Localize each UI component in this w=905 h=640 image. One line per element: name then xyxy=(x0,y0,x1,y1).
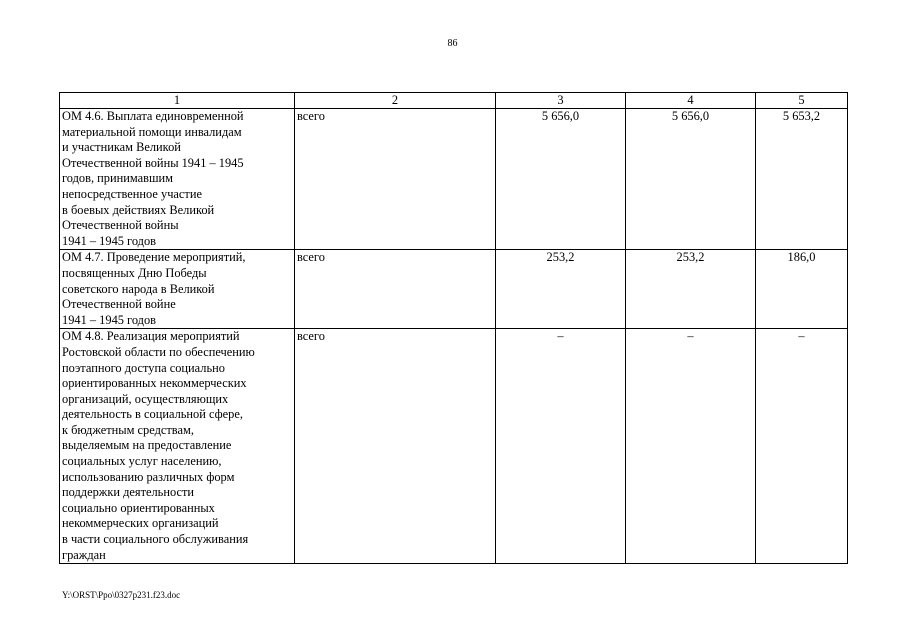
table-row xyxy=(60,109,848,250)
column-header-1: 1 xyxy=(60,93,295,109)
measure-name-cell xyxy=(60,250,295,329)
measure-name-line: 1941 – 1945 годов xyxy=(62,312,157,327)
measure-name-line: граждан xyxy=(62,547,106,562)
report-table xyxy=(59,92,848,564)
measure-name-line: Отечественной войны xyxy=(62,218,179,233)
table-row xyxy=(60,329,848,564)
value-cell-col3: 5 656,0 xyxy=(496,109,626,250)
value-cell-col4: 5 656,0 xyxy=(626,109,756,250)
file-path-footer: Y:\ORST\Ppo\0327p231.f23.doc xyxy=(62,590,181,600)
column-header-2: 2 xyxy=(295,93,496,109)
measure-name-line: материальной помощи инвалидам xyxy=(62,124,242,139)
column-header-4: 4 xyxy=(626,93,756,109)
measure-name-line: в боевых действиях Великой xyxy=(62,202,215,217)
funding-type-cell: всего xyxy=(295,109,496,250)
value-cell-col5: 5 653,2 xyxy=(756,109,848,250)
column-header-5: 5 xyxy=(756,93,848,109)
measure-name-line: Ростовской области по обеспечению xyxy=(62,344,255,359)
measure-name-line: выделяемым на предоставление xyxy=(62,438,232,453)
measure-name-line: в части социального обслуживания xyxy=(62,532,249,547)
measure-name-line: ориентированных некоммерческих xyxy=(62,376,247,391)
measure-name-line: советского народа в Великой xyxy=(62,281,215,296)
measure-name-line: социальных услуг населению, xyxy=(62,454,222,469)
table-header-row xyxy=(60,93,848,109)
funding-type-cell: всего xyxy=(295,250,496,329)
measure-name-line: поэтапного доступа социально xyxy=(62,360,225,375)
measure-name-line: поддержки деятельности xyxy=(62,485,195,500)
measure-name-line: некоммерческих организаций xyxy=(62,516,219,531)
value-cell-col5: – xyxy=(756,329,848,564)
measure-name-line: социально ориентированных xyxy=(62,500,215,515)
value-cell-col5: 186,0 xyxy=(756,250,848,329)
value-cell-col3: 253,2 xyxy=(496,250,626,329)
funding-type-cell: всего xyxy=(295,329,496,564)
value-cell-col4: – xyxy=(626,329,756,564)
page-number: 86 xyxy=(447,38,458,49)
measure-name-line: деятельность в социальной сфере, xyxy=(62,407,243,422)
measure-name-cell xyxy=(60,329,295,564)
measure-name-line: 1941 – 1945 годов xyxy=(62,233,157,248)
measure-name-line: Отечественной войны 1941 – 1945 xyxy=(62,155,244,170)
measure-name-line: Отечественной войне xyxy=(62,297,176,312)
measure-name-line: годов, принимавшим xyxy=(62,171,173,186)
measure-name-line: организаций, осуществляющих xyxy=(62,391,229,406)
measure-name-line: посвященных Дню Победы xyxy=(62,265,207,280)
measure-name-line: ОМ 4.7. Проведение мероприятий, xyxy=(62,250,246,265)
measure-name-line: и участникам Великой xyxy=(62,140,181,155)
measure-name-line: непосредственное участие xyxy=(62,186,202,201)
measure-name-line: к бюджетным средствам, xyxy=(62,422,194,437)
value-cell-col3: – xyxy=(496,329,626,564)
measure-name-cell xyxy=(60,109,295,250)
measure-name-line: ОМ 4.6. Выплата единовременной xyxy=(62,109,244,123)
measure-name-line: использованию различных форм xyxy=(62,469,235,484)
table-row xyxy=(60,250,848,329)
value-cell-col4: 253,2 xyxy=(626,250,756,329)
column-header-3: 3 xyxy=(496,93,626,109)
measure-name-line: ОМ 4.8. Реализация мероприятий xyxy=(62,329,240,344)
